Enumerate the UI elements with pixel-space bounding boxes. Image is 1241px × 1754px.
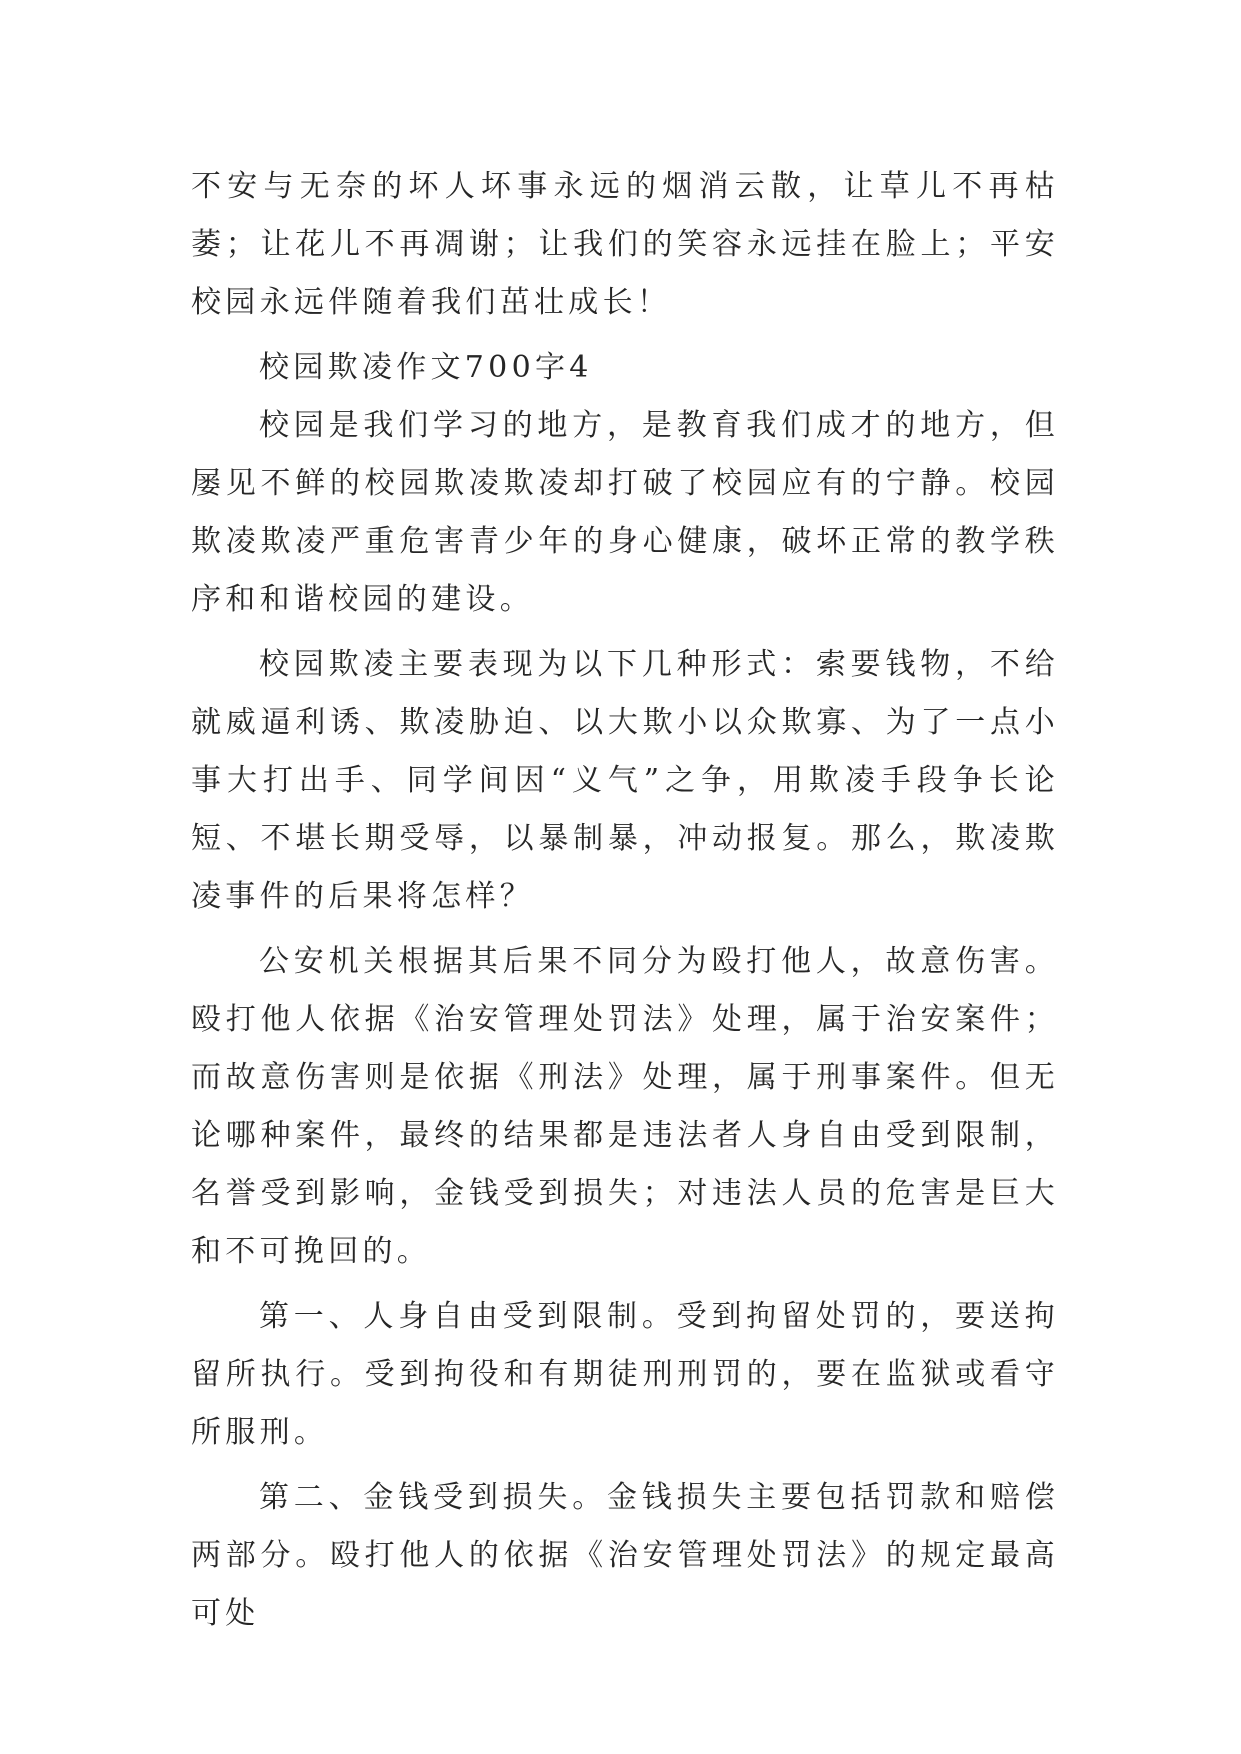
paragraph: 校园是我们学习的地方，是教育我们成才的地方，但屡见不鲜的校园欺凌欺凌却打破了校园应有的宁静。校园欺凌欺凌严重危害青少年的身心健康，破坏正常的教学秩序和和谐校园的建设。 (191, 408, 1059, 617)
paragraph: 第一、人身自由受到限制。受到拘留处罚的，要送拘留所执行。受到拘役和有期徒刑刑罚的，要在监狱或看守所服刑。 (191, 1299, 1059, 1450)
paragraph: 校园欺凌主要表现为以下几种形式：索要钱物，不给就威逼利诱、欺凌胁迫、以大欺小以众欺寡、为了一点小事大打出手、同学间因“义气”之争，用欺凌手段争长论短、不堪长期受辱，以暴制暴，冲动报复。那么，欺凌欺凌事件的后果将怎样？ (191, 647, 1059, 914)
paragraph: 公安机关根据其后果不同分为殴打他人，故意伤害。殴打他人依据《治安管理处罚法》处理，属于治安案件；而故意伤害则是依据《刑法》处理，属于刑事案件。但无论哪种案件，最终的结果都是违法者人身自由受到限制，名誉受到影响，金钱受到损失；对违法人员的危害是巨大和不可挽回的。 (191, 944, 1059, 1269)
document-body (191, 158, 1059, 1643)
paragraph: 第二、金钱受到损失。金钱损失主要包括罚款和赔偿两部分。殴打他人的依据《治安管理处罚法》的规定最高可处 (191, 1480, 1059, 1631)
paragraph-continuation: 不安与无奈的坏人坏事永远的烟消云散，让草儿不再枯萎；让花儿不再凋谢；让我们的笑容永远挂在脸上；平安校园永远伴随着我们茁壮成长！ (191, 169, 1059, 320)
section-heading: 校园欺凌作文700字4 (259, 350, 593, 385)
